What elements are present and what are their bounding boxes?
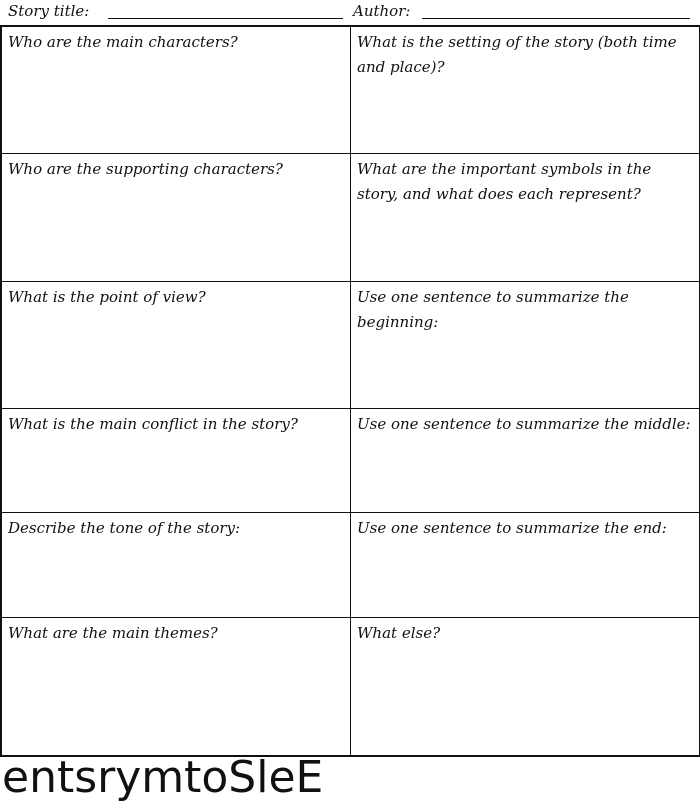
author-label: Author:: [353, 2, 411, 20]
grid-row: [2, 27, 699, 153]
answer-cell-summary-middle[interactable]: [350, 409, 699, 512]
question-label: Who are the supporting characters?: [8, 160, 283, 178]
question-label: What are the main themes?: [8, 624, 218, 642]
grid-row: [2, 512, 699, 617]
story-title-field[interactable]: [108, 18, 343, 19]
question-grid: [0, 25, 700, 757]
answer-cell-point-of-view[interactable]: [2, 282, 350, 408]
question-label: What else?: [357, 624, 441, 642]
answer-cell-setting[interactable]: [350, 27, 699, 153]
grid-row: [2, 281, 699, 408]
question-label: Use one sentence to summarize the beginning:: [357, 288, 629, 331]
answer-cell-summary-end[interactable]: [350, 513, 699, 617]
story-title-label: Story title:: [8, 2, 90, 20]
author-field[interactable]: [422, 18, 690, 19]
watermark-text: entsrymtoSleE: [2, 752, 324, 803]
question-label: Describe the tone of the story:: [8, 519, 241, 537]
question-label: What is the point of view?: [8, 288, 206, 306]
answer-cell-supporting-characters[interactable]: [2, 154, 350, 281]
answer-cell-summary-beginning[interactable]: [350, 282, 699, 408]
answer-cell-main-conflict[interactable]: [2, 409, 350, 512]
grid-row: [2, 617, 699, 756]
grid-row: [2, 408, 699, 512]
answer-cell-tone[interactable]: [2, 513, 350, 617]
question-label: Use one sentence to summarize the end:: [357, 519, 667, 537]
question-label: What is the main conflict in the story?: [8, 415, 298, 433]
question-label: What is the setting of the story (both time and place)?: [357, 33, 677, 76]
question-label: Who are the main characters?: [8, 33, 238, 51]
question-label: Use one sentence to summarize the middle:: [357, 415, 691, 433]
answer-cell-symbols[interactable]: [350, 154, 699, 281]
answer-cell-themes[interactable]: [2, 618, 350, 756]
question-label: What are the important symbols in the story, and what does each represent?: [357, 160, 652, 203]
answer-cell-what-else[interactable]: [350, 618, 699, 756]
answer-cell-main-characters[interactable]: [2, 27, 350, 153]
header: [0, 0, 700, 24]
grid-row: [2, 153, 699, 281]
